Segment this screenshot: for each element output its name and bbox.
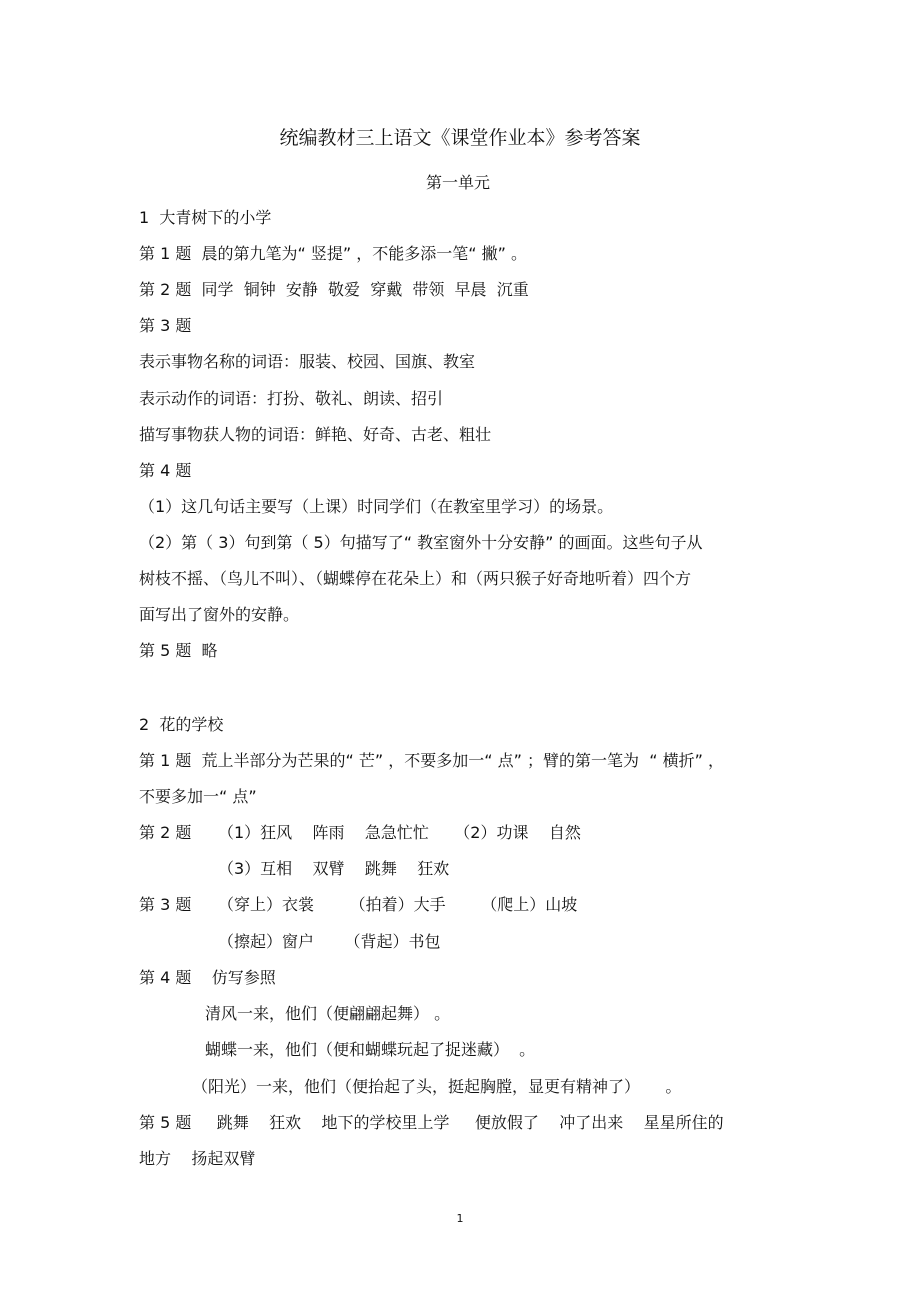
lesson-1-question-3-nouns: 表示事物名称的词语：服装、校园、国旗、教室: [139, 352, 476, 371]
lesson-2-question-4: 第 4 题 仿写参照: [139, 968, 276, 987]
lesson-2-question-1-line-1: 第 1 题 荒上半部分为芒果的“ 芒” ，不要多加一“ 点” ；臂的第一笔为 “ 横折” ，: [139, 751, 724, 770]
document-title: 统编教材三上语文《课堂作业本》参考答案: [279, 127, 641, 149]
lesson-2-question-2-row-2: （3）互相 双臂 跳舞 狂欢: [218, 859, 450, 878]
lesson-2-question-3-row-2: （擦起）窗户 （背起）书包: [218, 932, 441, 951]
lesson-2-question-2-row-1: （1）狂风 阵雨 急急忙忙 （2）功课 自然: [218, 823, 581, 842]
lesson-1-question-4-part-1: （1）这几句话主要写（上课）时同学们（在教室里学习）的场景。: [139, 497, 614, 516]
lesson-1-question-4-part-2-line-1: （2）第（ 3）句到第（ 5）句描写了“ 教室窗外十分安静” 的画面。这些句子从: [139, 533, 703, 552]
unit-heading: 第一单元: [425, 173, 490, 192]
lesson-2-question-4-example-1: 清风一来，他们（便翩翩起舞） 。: [205, 1004, 451, 1023]
lesson-1-heading: 1 大青树下的小学: [139, 208, 272, 227]
lesson-2-question-2-label: 第 2 题: [139, 823, 192, 842]
lesson-1-question-3: 第 3 题: [139, 316, 192, 335]
lesson-2-question-3-label: 第 3 题: [139, 895, 192, 914]
lesson-1-question-5: 第 5 题 略: [139, 641, 218, 660]
lesson-2-question-1-line-2: 不要多加一“ 点”: [139, 787, 257, 806]
lesson-1-question-1: 第 1 题 晨的第九笔为“ 竖提” ，不能多添一笔“ 撇” 。: [139, 244, 528, 263]
lesson-1-question-4-part-2-line-2: 树枝不摇、（鸟儿不叫）、（蝴蝶停在花朵上）和（两只猴子好奇地听着）四个方: [139, 569, 692, 588]
lesson-2-heading: 2 花的学校: [139, 715, 224, 734]
lesson-2-question-4-example-2: 蝴蝶一来，他们（便和蝴蝶玩起了捉迷藏） 。: [205, 1040, 536, 1059]
lesson-2-question-3-row-1: （穿上）衣裳 （拍着）大手 （爬上）山坡: [218, 895, 578, 914]
lesson-1-question-3-verbs: 表示动作的词语：打扮、敬礼、朗读、招引: [139, 389, 444, 408]
lesson-1-question-4: 第 4 题: [139, 461, 192, 480]
lesson-2-question-4-example-3: （阳光）一来，他们（便抬起了头，挺起胸膛，显更有精神了） 。: [192, 1077, 682, 1096]
lesson-1-question-4-part-2-line-3: 面写出了窗外的安静。: [139, 605, 300, 624]
lesson-2-question-5-line-2: 地方 扬起双臂: [139, 1149, 256, 1168]
lesson-2-question-5-line-1: 第 5 题 跳舞 狂欢 地下的学校里上学 便放假了 冲了出来 星星所住的: [139, 1113, 724, 1132]
page-number: 1: [456, 1212, 464, 1225]
lesson-1-question-2: 第 2 题 同学 铜钟 安静 敬爱 穿戴 带领 早晨 沉重: [139, 280, 529, 299]
lesson-1-question-3-adjectives: 描写事物获人物的词语：鲜艳、好奇、古老、粗壮: [139, 425, 492, 444]
